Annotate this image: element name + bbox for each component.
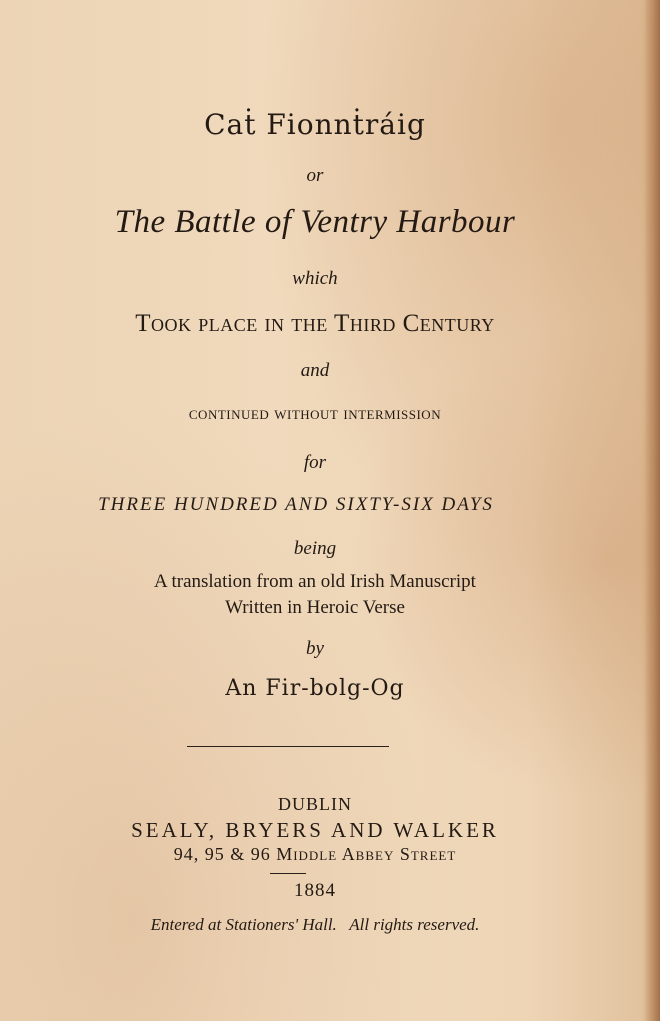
divider-rule <box>187 746 389 747</box>
continued-line: continued without intermission <box>188 403 442 423</box>
duration-line: THREE HUNDRED AND SIXTY-SIX DAYS <box>98 494 494 515</box>
connector-being: being <box>293 538 337 559</box>
imprint-city: DUBLIN <box>278 794 352 814</box>
connector-and: and <box>300 360 330 381</box>
english-title: The Battle of Ventry Harbour <box>114 204 516 240</box>
imprint-year: 1884 <box>294 880 336 901</box>
translation-line: A translation from an old Irish Manuscript <box>154 571 476 592</box>
connector-for: for <box>303 452 327 473</box>
imprint-publisher: SEALY, BRYERS AND WALKER <box>131 818 499 842</box>
imprint-address: 94, 95 & 96 Middle Abbey Street <box>173 844 457 864</box>
written-line: Written in Heroic Verse <box>225 597 405 618</box>
took-place-line: Took place in the Third Century <box>135 310 495 337</box>
connector-or: or <box>306 165 324 186</box>
connector-which: which <box>292 268 338 289</box>
year-rule <box>270 873 306 874</box>
rights-notice: Entered at Stationers' Hall. All rights reserved. <box>150 915 480 934</box>
page-edge-shadow <box>644 0 660 1021</box>
irish-title: Caṫ Fionnṫráig <box>204 108 426 141</box>
connector-by: by <box>306 638 324 659</box>
author-name: An Fir-bolg-Og <box>225 676 405 701</box>
